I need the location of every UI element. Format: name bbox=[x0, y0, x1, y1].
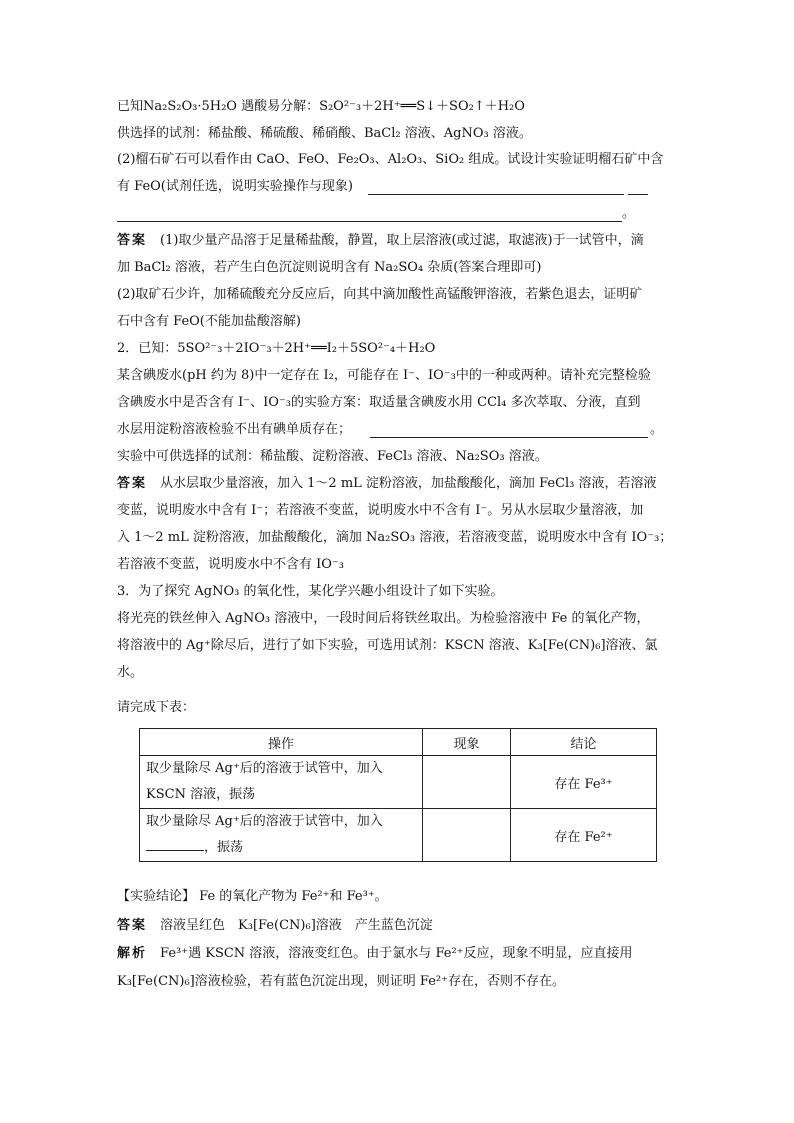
table-row bbox=[140, 809, 657, 862]
answer-line: 加 BaCl₂ 溶液，若产生白色沉淀则说明含有 Na₂SO₄ 杂质(答案合理即可) bbox=[117, 260, 542, 275]
answer-line: 变蓝，说明废水中含有 I⁻；若溶液不变蓝，说明废水中不含有 I⁻。另从水层取少量溶液，加 bbox=[117, 503, 644, 518]
table-row bbox=[140, 756, 657, 809]
question-line: 水层用淀粉溶液检验不出有碘单质存在； bbox=[117, 422, 352, 437]
text-line: (2)榴石矿石可以看作由 CaO、FeO、Fe₂O₃、Al₂O₃、SiO₂ 组成。试设计实验证明榴石矿中含 bbox=[117, 152, 664, 167]
question-line: 含碘废水中是否含有 I⁻、IO⁻₃的实验方案：取适量含碘废水用 CCl₄ 多次萃取、分液，直到 bbox=[117, 395, 641, 410]
experiment-table bbox=[139, 728, 657, 862]
question-line: 水。 bbox=[117, 665, 144, 680]
question-line: 实验中可供选择的试剂：稀盐酸、淀粉溶液、FeCl₃ 溶液、Na₂SO₃ 溶液。 bbox=[117, 449, 548, 464]
question-line: 请完成下表： bbox=[117, 700, 196, 715]
explanation-line: K₃[Fe(CN)₆]溶液检验，若有蓝色沉淀出现，则证明 Fe²⁺存在，否则不存在。 bbox=[117, 974, 565, 989]
text-line: 。 bbox=[650, 422, 664, 437]
answer-line: 答案 (1)取少量产品溶于足量稀盐酸，静置，取上层溶液(或过滤，取滤液)于一试管中，滴 bbox=[117, 233, 644, 248]
observation-cell bbox=[423, 809, 511, 862]
table-header: 结论 bbox=[511, 729, 657, 756]
text-line: 有 FeO(试剂任选，说明实验操作与现象) bbox=[117, 179, 353, 194]
answer-line: 若溶液不变蓝，说明废水中不含有 IO⁻₃ bbox=[117, 557, 344, 572]
explanation-label: 解析 bbox=[117, 946, 148, 961]
answer-line: 入 1～2 mL 淀粉溶液，加盐酸酸化，滴加 Na₂SO₃ 溶液，若溶液变蓝，说明废水中含有 IO⁻₃； bbox=[117, 530, 673, 545]
observation-cell bbox=[423, 756, 511, 809]
operation-cell: 取少量除尽 Ag⁺后的溶液于试管中，加入 ，振荡 bbox=[140, 809, 423, 862]
text-line: 。 bbox=[622, 206, 636, 221]
question-line: 2．已知：5SO²⁻₃＋2IO⁻₃＋2H⁺══I₂＋5SO²⁻₄＋H₂O bbox=[117, 341, 436, 356]
question-line: 将溶液中的 Ag⁺除尽后，进行了如下实验，可选用试剂：KSCN 溶液、K₃[Fe(CN)₆]溶液、氯 bbox=[117, 638, 658, 653]
answer-blank bbox=[146, 836, 204, 851]
answer-label: 答案 bbox=[117, 233, 148, 248]
question-line: 将光亮的铁丝伸入 AgNO₃ 溶液中，一段时间后将铁丝取出。为检验溶液中 Fe 的氧化产物， bbox=[117, 611, 650, 626]
question-line: 3．为了探究 AgNO₃ 的氧化性，某化学兴趣小组设计了如下实验。 bbox=[117, 584, 504, 599]
operation-cell: 取少量除尽 Ag⁺后的溶液于试管中，加入 KSCN 溶液，振荡 bbox=[140, 756, 423, 809]
answer-line: 答案 从水层取少量溶液，加入 1～2 mL 淀粉溶液，加盐酸酸化，滴加 FeCl₃ 溶液，若溶液 bbox=[117, 476, 657, 491]
answer-line: (2)取矿石少许，加稀硫酸充分反应后，向其中滴加酸性高锰酸钾溶液，若紫色退去，证明矿 bbox=[117, 287, 643, 302]
text-line: 已知Na₂S₂O₃·5H₂O 遇酸易分解：S₂O²⁻₃＋2H⁺══S↓＋SO₂↑＋H₂O bbox=[117, 99, 525, 114]
answer-line: 答案 溶液呈红色 K₃[Fe(CN)₆]溶液 产生蓝色沉淀 bbox=[117, 918, 433, 933]
table-header: 操作 bbox=[140, 729, 423, 756]
answer-blank bbox=[117, 221, 622, 222]
answer-blank bbox=[368, 194, 624, 195]
answer-label: 答案 bbox=[117, 918, 148, 933]
table-header: 现象 bbox=[423, 729, 511, 756]
text-line: 供选择的试剂：稀盐酸、稀硫酸、稀硝酸、BaCl₂ 溶液、AgNO₃ 溶液。 bbox=[117, 126, 532, 141]
question-line: 某含碘废水(pH 约为 8)中一定存在 I₂，可能存在 I⁻、IO⁻₃中的一种或两种。请补充完整检验 bbox=[117, 368, 651, 383]
answer-blank bbox=[628, 194, 648, 195]
conclusion-line: 【实验结论】 Fe 的氧化产物为 Fe²⁺和 Fe³⁺。 bbox=[117, 889, 388, 904]
answer-label: 答案 bbox=[117, 476, 148, 491]
explanation-line: 解析 Fe³⁺遇 KSCN 溶液，溶液变红色。由于氯水与 Fe²⁺反应，现象不明显，应直接用 bbox=[117, 946, 633, 961]
result-cell: 存在 Fe²⁺ bbox=[511, 809, 657, 862]
result-cell: 存在 Fe³⁺ bbox=[511, 756, 657, 809]
answer-blank bbox=[370, 437, 648, 438]
table-header-row bbox=[140, 729, 657, 756]
answer-line: 石中含有 FeO(不能加盐酸溶解) bbox=[117, 314, 301, 329]
